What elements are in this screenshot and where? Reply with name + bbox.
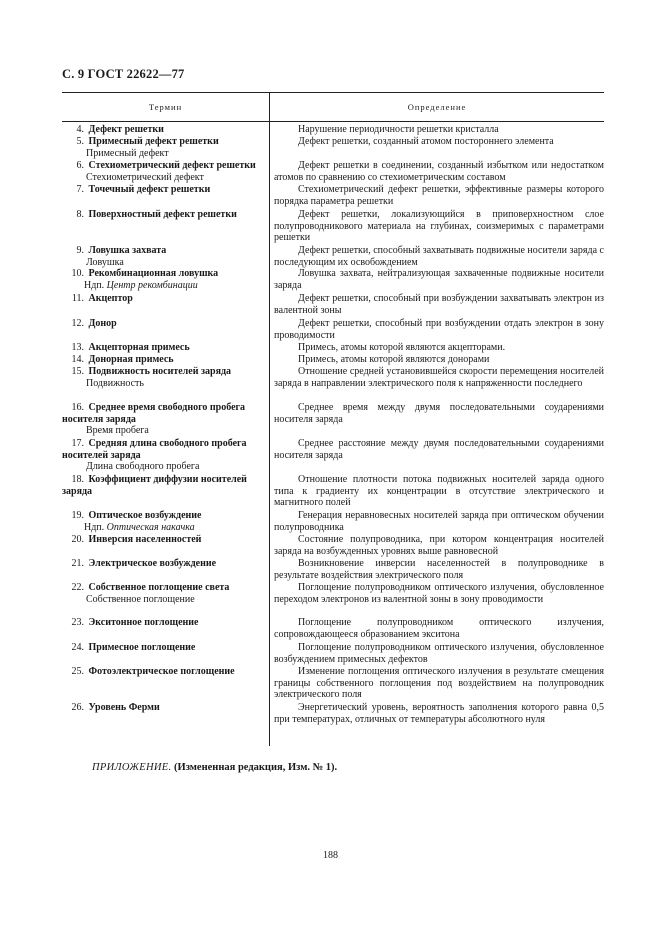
term-number: 6. <box>76 160 84 171</box>
term-number: 22. <box>71 582 84 593</box>
definition-cell: Среднее время между двумя последовательными соударениями носителя заряда <box>274 402 604 425</box>
term-number: 5. <box>76 136 84 147</box>
term-cell <box>62 184 265 196</box>
term-number: 26. <box>71 702 84 713</box>
term-cell <box>62 342 265 354</box>
term-number: 20. <box>71 534 84 545</box>
term-title: Уровень Ферми <box>88 702 160 713</box>
term-cell <box>62 617 265 629</box>
definition-cell: Возникновение инверсии населенностей в полупроводнике в результате воздействия электрического поля <box>274 558 604 581</box>
term-title: Оптическое возбуждение <box>88 510 202 521</box>
definition-cell: Поглощение полупроводником оптического излучения, обусловленное переходом электронов из валентной зоны в зону проводимости <box>274 582 604 605</box>
term-cell <box>62 124 265 136</box>
term-title: Инверсия населенностей <box>88 534 202 545</box>
definition-cell: Отношение плотности потока подвижных носителей заряда одного типа к градиенту их концентрации в отсутствие электрического и магнитного полей <box>274 474 604 508</box>
term-cell <box>62 642 265 654</box>
term-number: 4. <box>76 124 84 135</box>
definition-cell: Поглощение полупроводником оптического излучения, обусловленное возбуждением примесных дефектов <box>274 642 604 665</box>
term-title: Донорная примесь <box>88 354 174 365</box>
definition-cell: Поглощение полупроводником оптического излучения, сопровождающееся образованием экситона <box>274 617 604 640</box>
term-title: Фотоэлектрическое поглощение <box>88 666 235 677</box>
term-number: 12. <box>71 318 84 329</box>
term-title: Коэффициент диффузии носителей заряда <box>62 474 247 497</box>
term-title: Собственное поглощение света <box>88 582 230 593</box>
term-cell <box>62 534 265 546</box>
term-number: 16. <box>71 402 84 413</box>
term-cell <box>62 245 265 268</box>
term-title: Среднее время свободного пробега носителя заряда <box>62 402 246 425</box>
term-cell <box>62 293 265 305</box>
term-cell <box>62 438 265 473</box>
term-synonym: Примесный дефект <box>86 147 169 159</box>
term-title: Дефект решетки <box>88 124 164 135</box>
term-synonym-not-allowed <box>62 522 265 534</box>
term-number: 24. <box>71 642 84 653</box>
term-cell <box>62 510 265 533</box>
definition-cell: Дефект решетки, способный при возбуждении захватывать электрон из валентной зоны <box>274 293 604 316</box>
synonym-value: Центр рекомбинации <box>106 279 198 291</box>
term-title: Ловушка захвата <box>88 245 167 256</box>
definition-cell: Состояние полупроводника, при котором концентрация носителей заряда на возбужденных уровнях выше равновесной <box>274 534 604 557</box>
definition-cell: Отношение средней установившейся скорости перемещения носителей заряда в направлении электрического поля к напряженности последнего <box>274 366 604 389</box>
term-number: 25. <box>71 666 84 677</box>
synonym-prefix: Ндп. <box>84 279 105 291</box>
definition-cell: Энергетический уровень, вероятность заполнения которого равна 0,5 при температурах, отличных от температуры абсолютного нуля <box>274 702 604 725</box>
definition-cell: Нарушение периодичности решетки кристалла <box>298 124 499 135</box>
term-title: Акцептор <box>88 293 133 304</box>
synonym-value: Оптическая накачка <box>106 521 195 533</box>
term-synonym-not-allowed <box>62 280 265 292</box>
definition-cell: Изменение поглощения оптического излучения в результате смещения границы собственного поглощения под воздействием на полупроводник электрического поля <box>274 666 604 700</box>
term-number: 19. <box>71 510 84 521</box>
appendix-note <box>92 762 337 773</box>
term-cell <box>62 366 265 389</box>
definition-cell: Дефект решетки в соединении, созданный избытком или недостатком атомов по сравнению со стехиометрическим составом <box>274 160 604 183</box>
term-number: 8. <box>76 209 84 220</box>
term-cell <box>62 136 265 159</box>
term-title: Примесное поглощение <box>88 642 196 653</box>
term-number: 10. <box>71 268 84 279</box>
term-synonym: Длина свободного пробега <box>86 461 200 472</box>
term-number: 21. <box>71 558 84 569</box>
term-title: Акцепторная примесь <box>88 342 190 353</box>
term-cell <box>62 160 265 183</box>
term-synonym: Стехиометрический дефект <box>86 171 204 183</box>
term-synonym: Ловушка <box>86 256 124 268</box>
term-title: Рекомбинационная ловушка <box>88 268 219 279</box>
definition-cell: Примесь, атомы которой являются акцепторами. <box>298 342 506 353</box>
term-cell <box>62 318 265 330</box>
appendix-revision: (Измененная редакция, Изм. № 1). <box>174 762 338 773</box>
definition-cell: Ловушка захвата, нейтрализующая захваченные подвижные носители заряда <box>274 268 604 291</box>
definition-cell: Стехиометрический дефект решетки, эффективные размеры которого порядка параметра решетки <box>274 184 604 207</box>
term-number: 11. <box>71 293 84 304</box>
term-cell <box>62 209 265 221</box>
term-number: 17. <box>71 438 84 449</box>
synonym-prefix: Ндп. <box>84 521 105 533</box>
term-number: 18. <box>71 474 84 485</box>
definition-cell: Дефект решетки, способный при возбуждении отдать электрон в зону проводимости <box>274 318 604 341</box>
term-synonym: Собственное поглощение <box>86 593 195 605</box>
term-number: 14. <box>71 354 84 365</box>
table-header <box>62 92 604 122</box>
term-cell <box>62 474 265 497</box>
term-cell <box>62 558 265 570</box>
column-header-term: Термин <box>148 102 183 112</box>
term-cell <box>62 666 265 678</box>
term-title: Точечный дефект решетки <box>88 184 211 195</box>
appendix-label: ПРИЛОЖЕНИЕ. <box>92 762 172 773</box>
term-title: Подвижность носителей заряда <box>88 366 232 377</box>
column-header-definition: Определение <box>407 102 467 112</box>
term-title: Донор <box>88 318 117 329</box>
term-number: 23. <box>71 617 84 628</box>
term-title: Экситонное поглощение <box>88 617 199 628</box>
term-cell <box>62 354 265 366</box>
term-number: 13. <box>71 342 84 353</box>
table-vertical-rule <box>269 120 270 746</box>
term-synonym: Время пробега <box>86 425 149 436</box>
term-title: Средняя длина свободного пробега носителей заряда <box>62 438 247 461</box>
term-cell <box>62 268 265 291</box>
term-cell <box>62 582 265 605</box>
term-synonym: Подвижность <box>86 377 144 389</box>
definition-cell: Дефект решетки, способный захватывать подвижные носители заряда с последующим их освобождением <box>274 245 604 268</box>
term-number: 15. <box>71 366 84 377</box>
page-number: 188 <box>323 850 338 861</box>
term-number: 9. <box>76 245 84 256</box>
definition-cell: Дефект решетки, локализующийся в приповерхностном слое полупроводникового материала на глубинах, соизмеримых с параметрами решетки <box>274 209 604 243</box>
definition-cell: Генерация неравновесных носителей заряда при оптическом обучении полупроводника <box>274 510 604 533</box>
term-cell <box>62 402 265 437</box>
term-title: Электрическое возбуждение <box>88 558 217 569</box>
definition-cell: Примесь, атомы которой являются донорами <box>298 354 490 365</box>
page-header: С. 9 ГОСТ 22622—77 <box>62 67 185 81</box>
definition-cell: Дефект решетки, созданный атомом постороннего элемента <box>298 136 554 147</box>
term-title: Поверхностный дефект решетки <box>88 209 237 220</box>
term-title: Примесный дефект решетки <box>88 136 219 147</box>
term-number: 7. <box>76 184 84 195</box>
term-cell <box>62 702 265 714</box>
definition-cell: Среднее расстояние между двумя последовательными соударениями носителя заряда <box>274 438 604 461</box>
term-title: Стехиометрический дефект решетки <box>88 160 256 171</box>
